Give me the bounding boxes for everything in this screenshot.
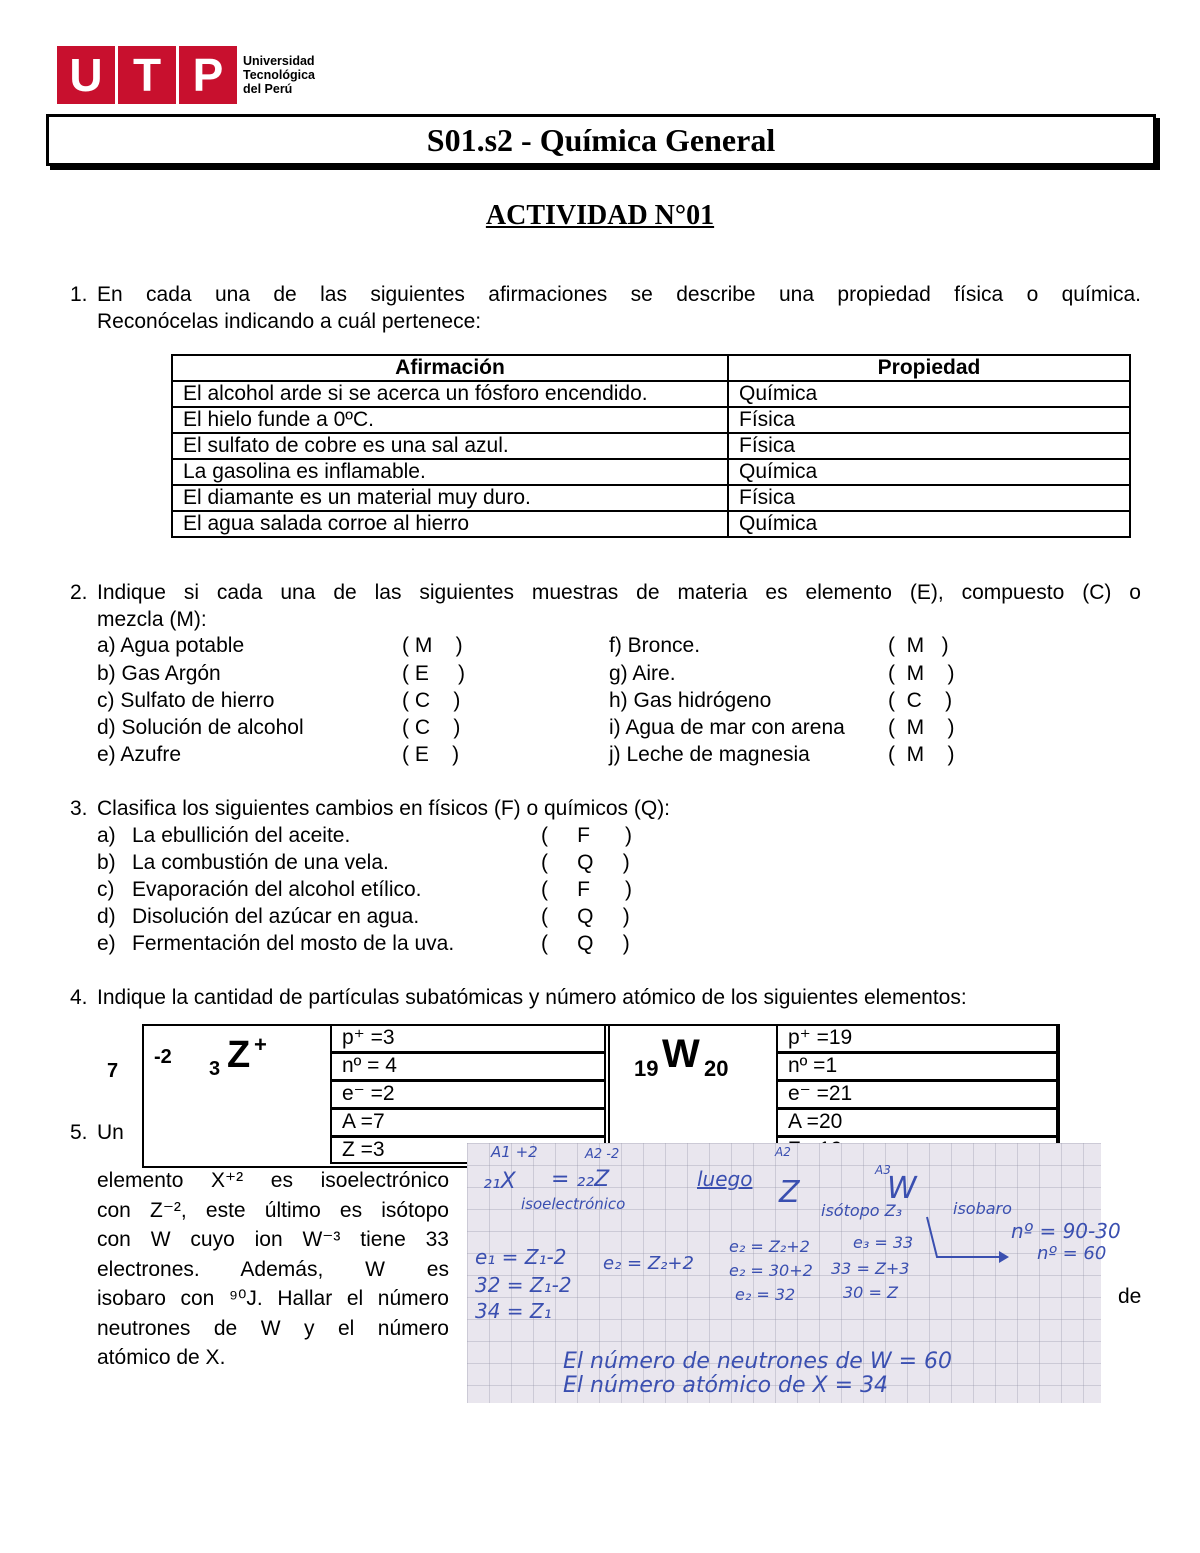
q5-line: isobaro con ⁹⁰J. Hallar el número	[97, 1287, 449, 1310]
q4-number: 4.	[70, 986, 88, 1009]
table-row	[172, 485, 1130, 511]
list-item-label: f) Bronce.	[609, 634, 701, 657]
elem2-cell-mass: A =20	[776, 1108, 1058, 1137]
q2-text-2: mezcla (M):	[97, 608, 207, 631]
answer-value: M	[906, 743, 925, 766]
logo-letter-t: T	[118, 46, 176, 104]
answer-value: C	[906, 689, 922, 712]
q2-number: 2.	[70, 581, 88, 604]
hw-text: El número atómico de X = 34	[563, 1373, 888, 1398]
elem2-sub: 20	[704, 1056, 729, 1081]
answer-value: C	[414, 716, 430, 739]
table-cell: El sulfato de cobre es una sal azul.	[172, 433, 728, 459]
list-item-answer: ( M )	[402, 634, 463, 657]
list-item-letter: c)	[97, 878, 115, 901]
elem2-cell-electrons: e⁻ =21	[776, 1080, 1058, 1109]
hw-text: A2 -2	[585, 1147, 620, 1162]
hw-text: W	[887, 1171, 917, 1206]
answer-value: M	[414, 634, 433, 657]
elem1-mass: 7	[107, 1060, 119, 1082]
table-row	[172, 459, 1130, 485]
elem2-cell-neutrons: nº =1	[776, 1052, 1058, 1081]
q5-line: neutrones de W y el número	[97, 1316, 449, 1340]
logo-line-2: Tecnológica	[243, 68, 316, 82]
list-item-answer: ( E )	[402, 743, 460, 766]
logo-line-3: del Perú	[243, 82, 293, 96]
table-cell: El hielo funde a 0ºC.	[172, 407, 728, 433]
list-item-letter: d)	[97, 905, 116, 928]
elem1-cell-protons: p⁺ =3	[330, 1024, 606, 1053]
list-item-answer: ( M )	[888, 634, 949, 657]
answer-value: M	[906, 716, 925, 739]
table-header-row	[172, 355, 1130, 381]
answer-value: E	[414, 662, 429, 685]
list-item-answer: ( C )	[402, 716, 461, 739]
table-cell: La gasolina es inflamable.	[172, 459, 728, 485]
table-row	[172, 381, 1130, 407]
list-item-label: Fermentación del mosto de la uva.	[132, 932, 455, 955]
hw-text: ₂₁X	[483, 1169, 516, 1194]
list-item-answer: ( C )	[888, 689, 953, 712]
hw-text: A1 +2	[491, 1143, 538, 1161]
answer-value: F	[577, 824, 590, 847]
hw-text: e₁ = Z₁-2	[475, 1245, 567, 1269]
q5-number: 5.	[70, 1121, 88, 1144]
table-row	[172, 407, 1130, 433]
q5-de: de	[1118, 1285, 1142, 1308]
hw-text: 33 = Z+3	[831, 1259, 910, 1278]
hw-text: 32 = Z₁-2	[475, 1273, 572, 1297]
list-item-answer: ( Q )	[541, 905, 630, 928]
elem2-z: 19	[634, 1056, 659, 1081]
table-cell: Química	[728, 459, 1130, 485]
hw-text: isobaro	[953, 1199, 1012, 1218]
hw-text: e₂ = Z₂+2	[603, 1253, 694, 1274]
answer-value: Q	[577, 932, 594, 955]
list-item-label: Evaporación del alcohol etílico.	[132, 878, 422, 901]
list-item-label: a) Agua potable	[97, 634, 245, 657]
hw-text: 30 = Z	[843, 1283, 898, 1302]
q5-line: con W cuyo ion W⁻³ tiene 33	[97, 1228, 449, 1251]
hw-text: e₂ = 30+2	[729, 1261, 813, 1280]
utp-logo	[57, 46, 240, 104]
list-item-label: Disolución del azúcar en agua.	[132, 905, 420, 928]
hw-text: luego	[697, 1167, 753, 1191]
table-cell: Química	[728, 381, 1130, 407]
elem1-charge: -2	[154, 1046, 172, 1068]
list-item-answer: ( F )	[541, 878, 632, 901]
list-item-label: i) Agua de mar con arena	[609, 716, 845, 739]
list-item-answer: ( C )	[402, 689, 461, 712]
hw-text: isótopo Z₃	[821, 1201, 903, 1220]
page-title: S01.s2 - Química General	[46, 114, 1156, 166]
answer-value: E	[414, 743, 429, 766]
elem1-sup: +	[254, 1032, 267, 1057]
elem1-cell-electrons: e⁻ =2	[330, 1080, 606, 1109]
table-cell: Física	[728, 485, 1130, 511]
list-item-label: c) Sulfato de hierro	[97, 689, 275, 712]
elem1-symbol: Z	[227, 1034, 251, 1076]
hw-text: isoelectrónico	[521, 1195, 626, 1213]
q4-text: Indique la cantidad de partículas subatómicas y número atómico de los siguientes elementos:	[97, 986, 967, 1009]
handwritten-solution	[467, 1143, 1121, 1403]
q5-line: atómico de X.	[97, 1346, 226, 1369]
hw-text: nº = 60	[1037, 1243, 1107, 1264]
table-cell: Física	[728, 407, 1130, 433]
hw-text: A3	[875, 1163, 891, 1177]
list-item-label: g) Aire.	[609, 662, 676, 685]
table-header: Afirmación	[172, 355, 728, 381]
elem1-cell-neutrons: nº = 4	[330, 1052, 606, 1081]
table-cell: Física	[728, 433, 1130, 459]
list-item-label: e) Azufre	[97, 743, 182, 766]
list-item-answer: ( M )	[888, 662, 955, 685]
list-item-answer: ( F )	[541, 824, 632, 847]
hw-text: A2	[775, 1145, 791, 1159]
answer-value: F	[577, 878, 590, 901]
table-row	[172, 511, 1130, 537]
q2-text: Indique si cada una de las siguientes muestras de materia es elemento (E), compuesto (C) o	[97, 581, 1141, 604]
list-item-letter: e)	[97, 932, 116, 955]
hw-text: e₃ = 33	[853, 1233, 914, 1252]
list-item-answer: ( Q )	[541, 851, 630, 874]
q1-text: En cada una de las siguientes afirmaciones se describe una propiedad física o química.	[97, 283, 1141, 306]
elem1-z: 3	[209, 1058, 221, 1080]
hw-text: El número de neutrones de W = 60	[563, 1349, 952, 1374]
q5-lead: Un	[97, 1121, 124, 1144]
list-item-answer: ( M )	[888, 743, 955, 766]
list-item-letter: a)	[97, 824, 116, 847]
table-cell: El diamante es un material muy duro.	[172, 485, 728, 511]
table-row	[172, 433, 1130, 459]
q5-line: electrones. Además, W es	[97, 1257, 449, 1281]
q3-text: Clasifica los siguientes cambios en físicos (F) o químicos (Q):	[97, 797, 671, 820]
list-item-label: j) Leche de magnesia	[609, 743, 810, 766]
list-item-label: h) Gas hidrógeno	[609, 689, 772, 712]
list-item-label: d) Solución de alcohol	[97, 716, 304, 739]
list-item-letter: b)	[97, 851, 116, 874]
table-header: Propiedad	[728, 355, 1130, 381]
hw-text: = ₂₂Z	[551, 1167, 610, 1192]
answer-value: M	[906, 634, 925, 657]
table-cell: El agua salada corroe al hierro	[172, 511, 728, 537]
elem2-cell-protons: p⁺ =19	[776, 1024, 1058, 1053]
q5-line: con Z⁻², este último es isótopo	[97, 1198, 449, 1222]
hw-arrow-icon	[917, 1213, 1017, 1273]
list-item-answer: ( E )	[402, 662, 466, 685]
logo-text	[243, 54, 315, 96]
logo-letter-p: P	[179, 46, 237, 104]
table-cell: Química	[728, 511, 1130, 537]
q3-number: 3.	[70, 797, 88, 820]
q5-line: elemento X⁺² es isoelectrónico	[97, 1169, 449, 1192]
hw-text: Z	[779, 1175, 800, 1210]
list-item-label: b) Gas Argón	[97, 662, 221, 685]
hw-text: nº = 90-30	[1011, 1219, 1121, 1243]
list-item-label: La ebullición del aceite.	[132, 824, 351, 847]
table-cell: El alcohol arde si se acerca un fósforo encendido.	[172, 381, 728, 407]
hw-text: 34 = Z₁	[475, 1299, 552, 1323]
logo-letter-u: U	[57, 46, 115, 104]
q1-text-2: Reconócelas indicando a cuál pertenece:	[97, 310, 482, 333]
logo-line-1: Universidad	[243, 54, 315, 68]
answer-value: C	[414, 689, 430, 712]
q1-number: 1.	[70, 283, 88, 306]
q1-table	[171, 354, 1131, 538]
answer-value: M	[906, 662, 925, 685]
q5-paragraph	[97, 1166, 449, 1373]
list-item-label: La combustión de una vela.	[132, 851, 389, 874]
elem2-symbol: W	[662, 1032, 700, 1076]
answer-value: Q	[577, 851, 594, 874]
list-item-answer: ( Q )	[541, 932, 630, 955]
hw-text: e₂ = 32	[735, 1285, 796, 1304]
activity-heading: ACTIVIDAD N°01	[485, 200, 715, 231]
answer-value: Q	[577, 905, 594, 928]
hw-text: e₂ = Z₂+2	[729, 1237, 810, 1256]
elem1-cell-z: Z =3	[330, 1136, 606, 1164]
elem1-cell-mass: A =7	[330, 1108, 606, 1137]
list-item-answer: ( M )	[888, 716, 955, 739]
